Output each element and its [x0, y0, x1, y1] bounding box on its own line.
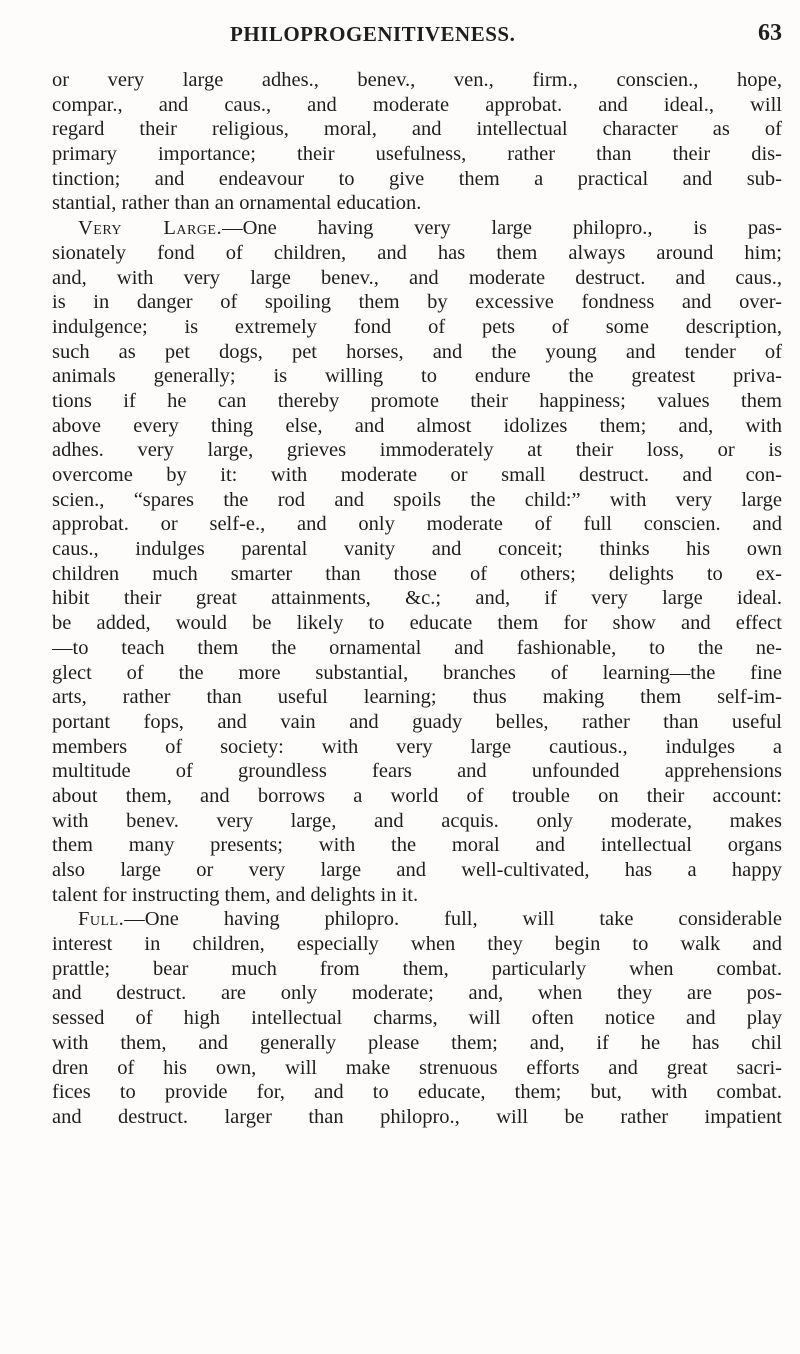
text-line: be added, would be likely to educate them for show and effect	[52, 612, 782, 635]
text-line: and destruct. larger than philopro., will be rather impatient	[52, 1105, 782, 1128]
text-line: is in danger of spoiling them by excessive fondness and over-	[52, 291, 782, 314]
text-line: with benev. very large, and acquis. only moderate, makes	[52, 809, 782, 832]
text-line: approbat. or self-e., and only moderate of full conscien. and	[52, 513, 782, 536]
running-head: PHILOPROGENITIVENESS.	[230, 22, 516, 46]
text-line: sionately fond of children, and has them always around him;	[52, 241, 782, 264]
text-line: members of society: with very large cautious., indulges a	[52, 735, 782, 758]
text-line: dren of his own, will make strenuous efforts and great sacri-	[52, 1056, 782, 1079]
text-line: adhes. very large, grieves immoderately at their loss, or is	[52, 439, 782, 462]
text-line: above every thing else, and almost idolizes them; and, with	[52, 414, 782, 437]
text-line: scien., “spares the rod and spoils the child:” with very large	[52, 488, 782, 511]
text-line: fices to provide for, and to educate, them; but, with combat.	[52, 1081, 782, 1104]
text-line: indulgence; is extremely fond of pets of some description,	[52, 315, 782, 338]
text-span: —One having philopro. full, will take considerable	[124, 908, 782, 931]
section-very-large-line	[52, 216, 782, 241]
text-line: arts, rather than useful learning; thus making them self-im-	[52, 686, 782, 709]
text-line: overcome by it: with moderate or small destruct. and con-	[52, 464, 782, 486]
text-line: compar., and caus., and moderate approbat. and ideal., will	[52, 93, 782, 116]
text-line: tinction; and endeavour to give them a practical and sub-	[52, 167, 782, 190]
text-line: such as pet dogs, pet horses, and the young and tender of	[52, 340, 782, 363]
text-line: glect of the more substantial, branches of learning—the fine	[52, 661, 782, 684]
text-line: interest in children, especially when they begin to walk and	[52, 933, 782, 956]
text-line: and, with very large benev., and moderate destruct. and caus.,	[52, 266, 782, 289]
text-line: —to teach them the ornamental and fashionable, to the ne-	[52, 636, 782, 659]
section-full-line	[52, 907, 782, 932]
text-line: and destruct. are only moderate; and, when they are pos-	[52, 982, 782, 1005]
text-line: primary importance; their usefulness, rather than their dis-	[52, 143, 782, 166]
text-line: or very large adhes., benev., ven., firm., conscien., hope,	[52, 69, 782, 91]
text-line: multitude of groundless fears and unfounded apprehensions	[52, 760, 782, 783]
text-line: stantial, rather than an ornamental education.	[52, 192, 422, 215]
body-text	[52, 68, 782, 1130]
text-line: sessed of high intellectual charms, will often notice and play	[52, 1007, 782, 1030]
text-line: talent for instructing them, and delights in it.	[52, 883, 419, 906]
page-number: 63	[758, 20, 782, 46]
text-line: also large or very large and well-cultivated, has a happy	[52, 859, 782, 881]
text-line: children much smarter than those of others; delights to ex-	[52, 562, 782, 585]
text-line: them many presents; with the moral and intellectual organs	[52, 834, 782, 857]
text-line: regard their religious, moral, and intellectual character as of	[52, 118, 782, 141]
text-line: portant fops, and vain and guady belles, rather than useful	[52, 710, 782, 733]
text-span: —One having very large philopro., is pas-	[222, 217, 782, 240]
page-header	[52, 16, 782, 56]
text-line: hibit their great attainments, &c.; and, if very large ideal.	[52, 587, 782, 610]
text-line: prattle; bear much from them, particularly when combat.	[52, 957, 782, 980]
text-line: tions if he can thereby promote their happiness; values them	[52, 389, 782, 412]
text-line: caus., indulges parental vanity and conceit; thinks his own	[52, 538, 782, 561]
text-line: animals generally; is willing to endure the greatest priva-	[52, 365, 782, 388]
text-line: with them, and generally please them; and, if he has chil	[52, 1031, 782, 1054]
section-heading-very-large: Very Large.	[78, 217, 223, 240]
section-heading-full: Full.	[78, 908, 125, 931]
text-line: about them, and borrows a world of trouble on their account:	[52, 784, 782, 807]
